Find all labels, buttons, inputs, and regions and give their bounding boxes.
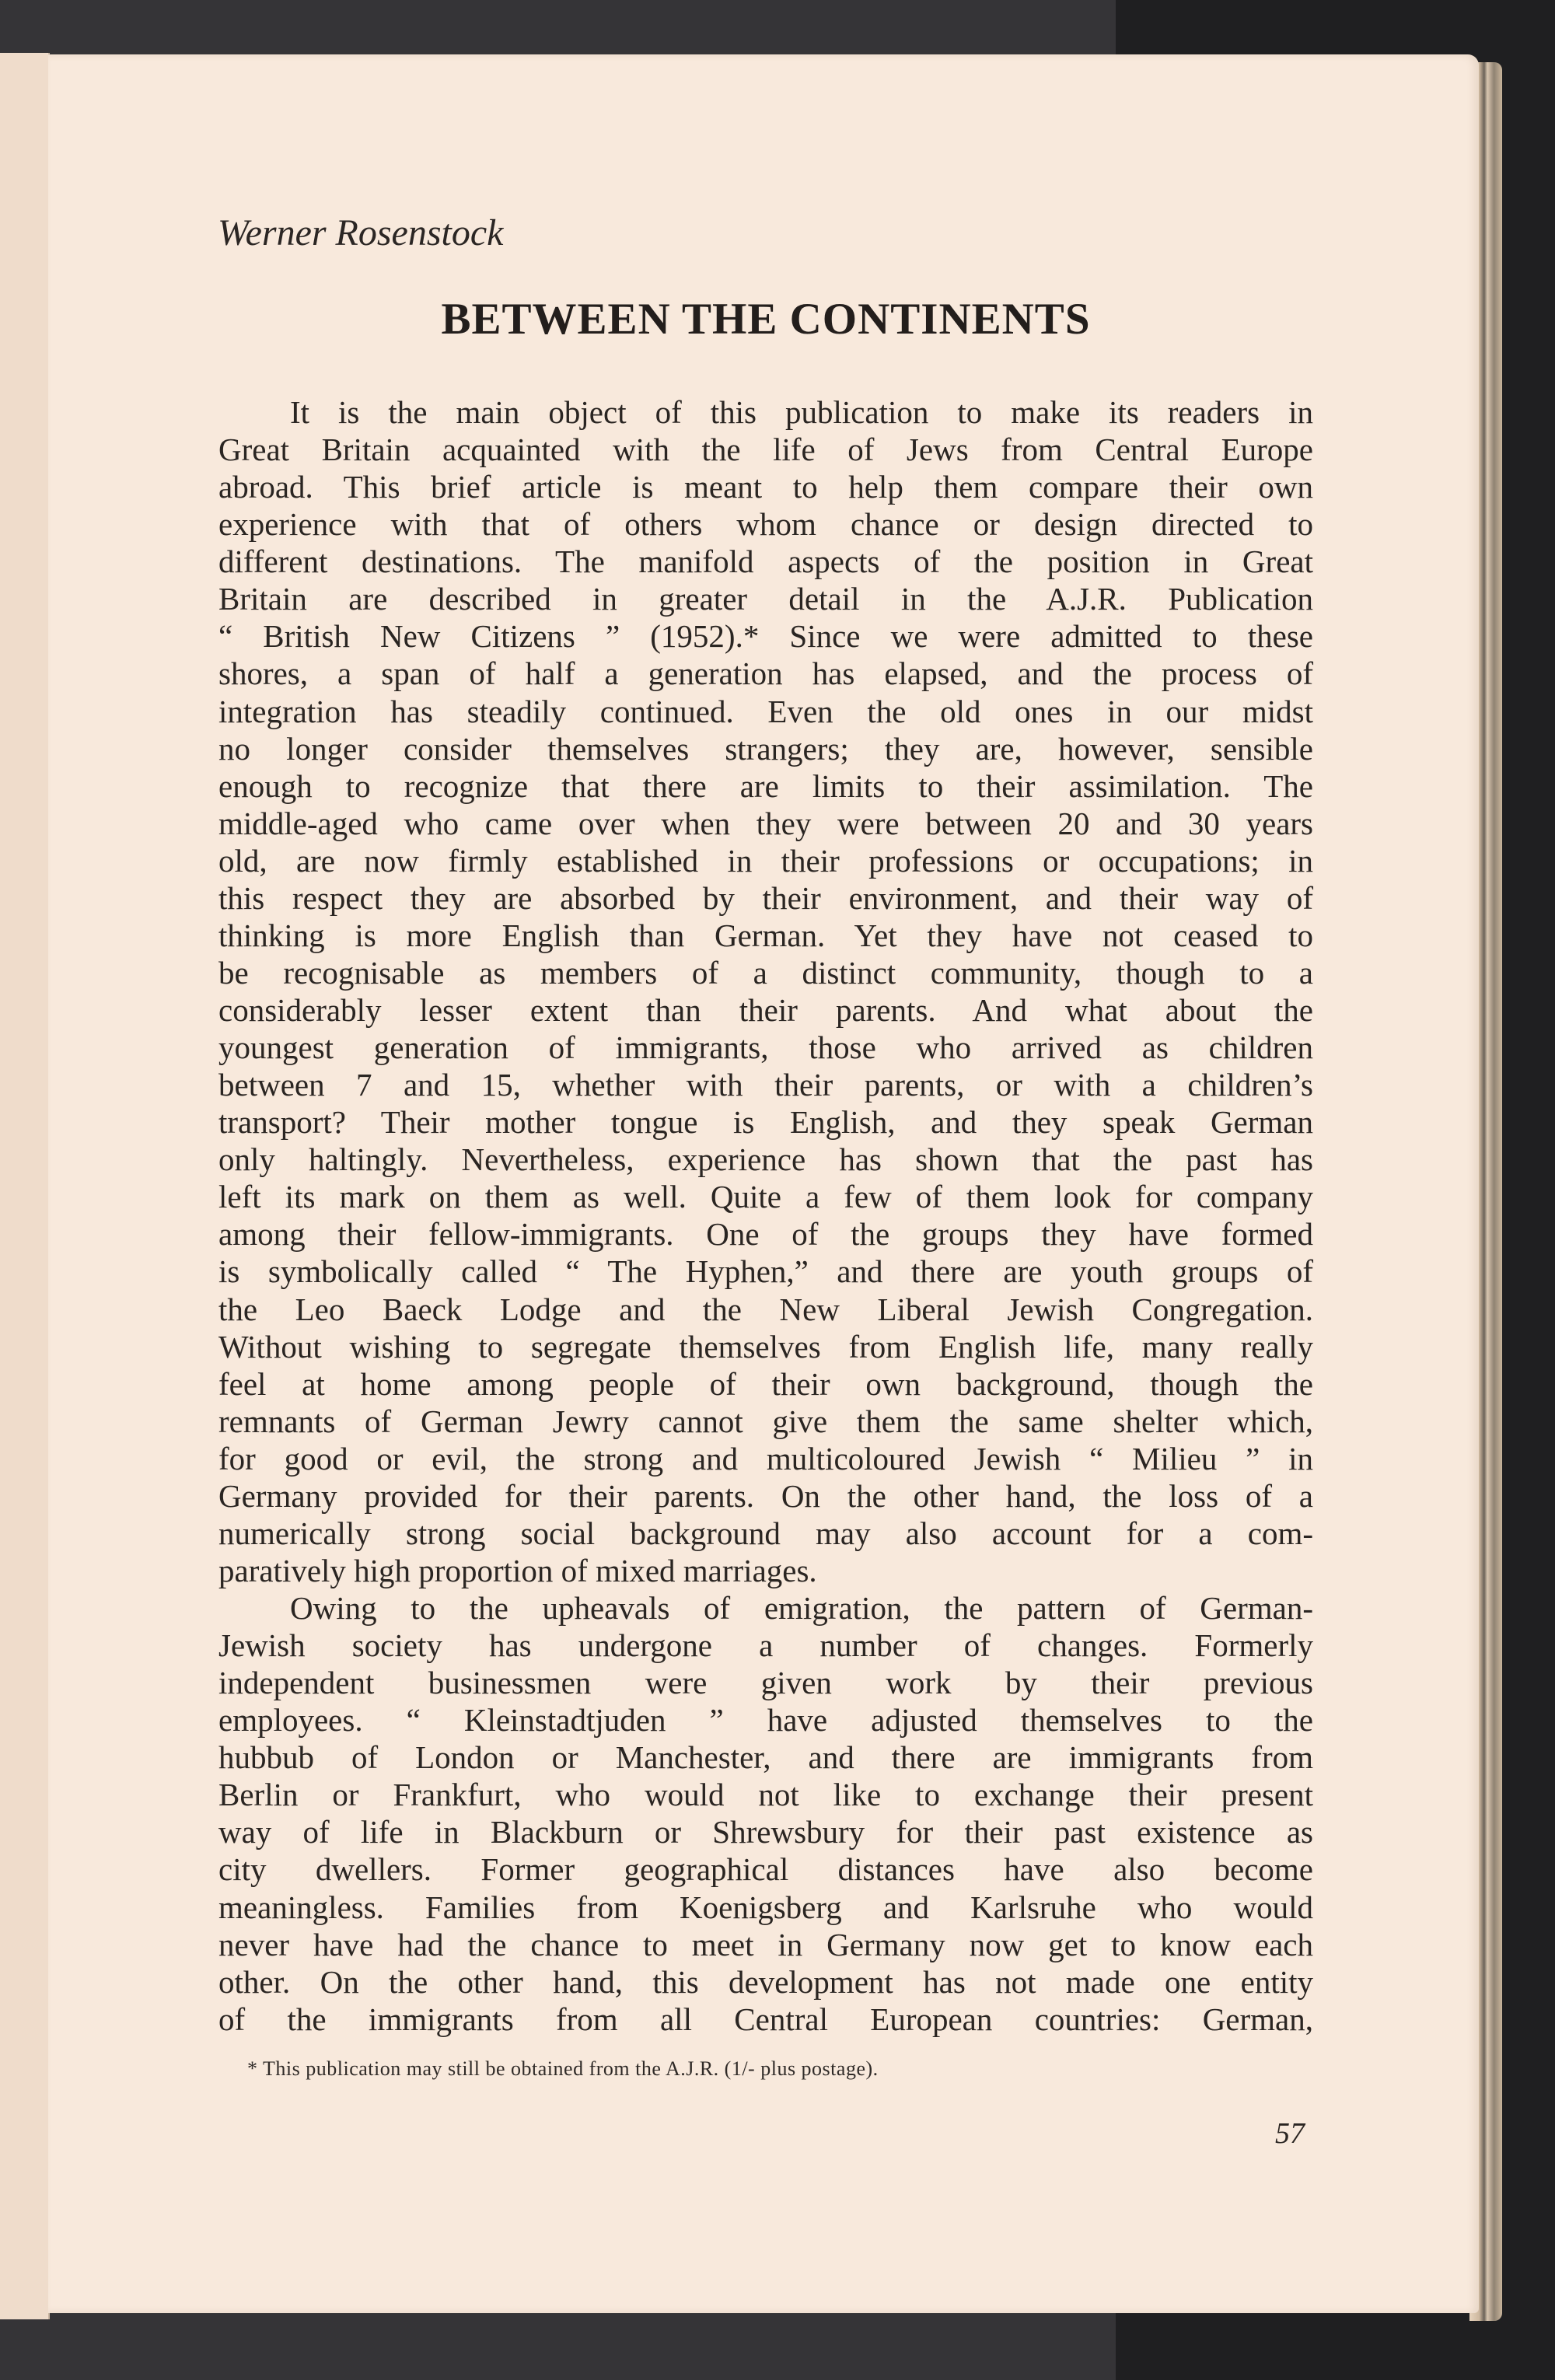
- text-line: other. On the other hand, this development has not made one entity: [218, 1963, 1313, 2000]
- text-line: “ British New Citizens ” (1952).* Since we were admitted to these: [218, 618, 1313, 655]
- text-line: transport? Their mother tongue is English, and they speak German: [218, 1104, 1313, 1141]
- text-line: considerably lesser extent than their parents. And what about the: [218, 992, 1313, 1028]
- text-line: experience with that of others whom chance or design directed to: [218, 506, 1313, 543]
- article-author: Werner Rosenstock: [218, 212, 504, 253]
- text-line: abroad. This brief article is meant to help them compare their own: [218, 469, 1313, 505]
- text-line: It is the main object of this publication to make its readers in: [290, 394, 1313, 430]
- text-line: Berlin or Frankfurt, who would not like to exchange their present: [218, 1777, 1313, 1813]
- text-line: for good or evil, the strong and multicoloured Jewish “ Milieu ” in: [218, 1440, 1313, 1477]
- text-line: among their fellow-immigrants. One of the groups they have formed: [218, 1216, 1313, 1253]
- text-line: middle-aged who came over when they were between 20 and 30 years: [218, 805, 1313, 841]
- text-line: way of life in Blackburn or Shrewsbury for their past existence as: [218, 1814, 1313, 1851]
- text-line: different destinations. The manifold aspects of the position in Great: [218, 543, 1313, 580]
- text-line: between 7 and 15, whether with their parents, or with a children’s: [218, 1067, 1313, 1103]
- footnote: * This publication may still be obtained from the A.J.R. (1/- plus postage).: [247, 2057, 879, 2080]
- text-line: numerically strong social background may also account for a com-: [218, 1515, 1313, 1551]
- text-line: independent businessmen were given work by their previous: [218, 1665, 1313, 1701]
- text-line: employees. “ Kleinstadtjuden ” have adjusted themselves to the: [218, 1702, 1313, 1739]
- text-line: city dwellers. Former geographical distances have also become: [218, 1851, 1313, 1888]
- text-line: is symbolically called “ The Hyphen,” and there are youth groups of: [218, 1253, 1313, 1290]
- text-line: of the immigrants from all Central European countries: German,: [218, 2001, 1313, 2037]
- text-line: Owing to the upheavals of emigration, the pattern of German-: [290, 1590, 1313, 1626]
- text-line: never have had the chance to meet in Germany now get to know each: [218, 1926, 1313, 1962]
- text-line: Britain are described in greater detail in the A.J.R. Publication: [218, 581, 1313, 617]
- text-line: Jewish society has undergone a number of changes. Formerly: [218, 1627, 1313, 1664]
- text-line: only haltingly. Nevertheless, experience has shown that the past has: [218, 1141, 1313, 1178]
- text-line: old, are now firmly established in their professions or occupations; in: [218, 842, 1313, 879]
- text-line: Without wishing to segregate themselves from English life, many really: [218, 1328, 1313, 1365]
- text-line: integration has steadily continued. Even the old ones in our midst: [218, 693, 1313, 729]
- text-line: the Leo Baeck Lodge and the New Liberal Jewish Congregation.: [218, 1291, 1313, 1327]
- text-line: remnants of German Jewry cannot give them the same shelter which,: [218, 1403, 1313, 1439]
- article-title: BETWEEN THE CONTINENTS: [441, 295, 1091, 344]
- facing-page-edge: [0, 53, 50, 2319]
- text-line: meaningless. Families from Koenigsberg and Karlsruhe who would: [218, 1889, 1313, 1925]
- text-line: left its mark on them as well. Quite a few of them look for company: [218, 1179, 1313, 1215]
- text-line: this respect they are absorbed by their environment, and their way of: [218, 879, 1313, 916]
- text-line: shores, a span of half a generation has elapsed, and the process of: [218, 655, 1313, 692]
- text-line: Germany provided for their parents. On the other hand, the loss of a: [218, 1477, 1313, 1514]
- text-line: feel at home among people of their own background, though the: [218, 1365, 1313, 1402]
- text-line: enough to recognize that there are limits to their assimilation. The: [218, 767, 1313, 804]
- text-line: thinking is more English than German. Yet they have not ceased to: [218, 917, 1313, 953]
- text-line: no longer consider themselves strangers; they are, however, sensible: [218, 730, 1313, 767]
- page-number: 57: [1275, 2117, 1305, 2150]
- text-line: be recognisable as members of a distinct community, though to a: [218, 954, 1313, 991]
- text-line: Great Britain acquainted with the life of Jews from Central Europe: [218, 432, 1313, 468]
- text-line: youngest generation of immigrants, those who arrived as children: [218, 1029, 1313, 1066]
- text-line: hubbub of London or Manchester, and there are immigrants from: [218, 1739, 1313, 1776]
- text-line: paratively high proportion of mixed marriages.: [218, 1552, 817, 1588]
- article-body: [218, 393, 1313, 2038]
